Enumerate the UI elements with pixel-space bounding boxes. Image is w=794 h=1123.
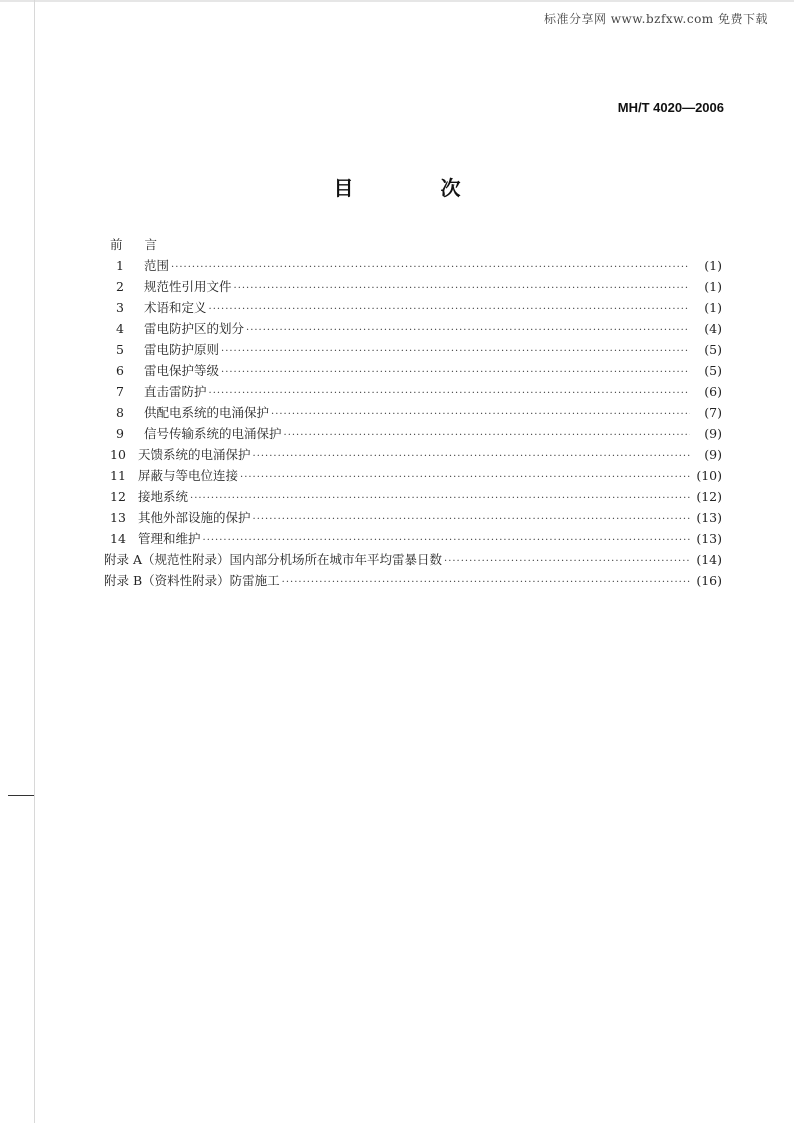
toc-item-page: (7) bbox=[704, 405, 722, 420]
toc-item-page: (12) bbox=[696, 489, 722, 504]
standard-code: MH/T 4020—2006 bbox=[617, 100, 724, 115]
table-of-contents bbox=[104, 234, 722, 591]
toc-item[interactable] bbox=[110, 444, 722, 465]
toc-item-number: 1 bbox=[116, 258, 124, 273]
toc-appendix-a[interactable] bbox=[104, 549, 722, 570]
toc-leader-dots bbox=[221, 341, 690, 362]
toc-leader-dots bbox=[253, 509, 690, 530]
toc-item[interactable] bbox=[110, 381, 722, 402]
binding-mark bbox=[8, 795, 34, 796]
toc-item-title: 范围 bbox=[144, 258, 170, 273]
toc-item-page: (9) bbox=[704, 447, 722, 462]
toc-appendix-title: 附录 A（规范性附录）国内部分机场所在城市年平均雷暴日数 bbox=[104, 552, 443, 567]
toc-item-title: 信号传输系统的电涌保护 bbox=[144, 426, 282, 441]
toc-item-number: 10 bbox=[110, 447, 126, 462]
toc-preface[interactable] bbox=[110, 234, 722, 255]
toc-leader-dots bbox=[246, 320, 690, 341]
toc-leader-dots bbox=[234, 278, 690, 299]
toc-item-number: 4 bbox=[116, 321, 124, 336]
toc-appendix-b[interactable] bbox=[104, 570, 722, 591]
toc-leader-dots bbox=[221, 362, 690, 383]
toc-appendix-page: (14) bbox=[696, 552, 722, 567]
toc-item-page: (13) bbox=[696, 510, 722, 525]
toc-item-number: 7 bbox=[116, 384, 124, 399]
toc-item[interactable] bbox=[110, 465, 722, 486]
toc-item-page: (4) bbox=[704, 321, 722, 336]
page-title: 目 次 bbox=[333, 176, 501, 200]
toc-item[interactable] bbox=[110, 276, 722, 297]
toc-leader-dots bbox=[209, 383, 690, 404]
toc-item[interactable] bbox=[110, 255, 722, 276]
toc-appendix-title: 附录 B（资料性附录）防雷施工 bbox=[104, 573, 280, 588]
watermark: 标准分享网 www.bzfxw.com 免费下载 bbox=[543, 12, 768, 26]
toc-item[interactable] bbox=[110, 318, 722, 339]
toc-item-page: (9) bbox=[704, 426, 722, 441]
toc-leader-dots bbox=[209, 299, 690, 320]
toc-item-number: 11 bbox=[110, 468, 126, 483]
toc-leader-dots bbox=[284, 425, 690, 446]
toc-item-title: 直击雷防护 bbox=[144, 384, 207, 399]
toc-item-title: 规范性引用文件 bbox=[144, 279, 232, 294]
toc-leader-dots bbox=[190, 488, 690, 509]
toc-item[interactable] bbox=[110, 486, 722, 507]
toc-item-title: 术语和定义 bbox=[144, 300, 207, 315]
toc-item[interactable] bbox=[110, 402, 722, 423]
toc-leader-dots bbox=[203, 530, 690, 551]
toc-item-title: 供配电系统的电涌保护 bbox=[144, 405, 270, 420]
toc-item-title: 屏蔽与等电位连接 bbox=[138, 468, 239, 483]
toc-item[interactable] bbox=[110, 528, 722, 549]
toc-item-number: 3 bbox=[116, 300, 124, 315]
toc-leader-dots bbox=[171, 257, 690, 278]
toc-item-number: 13 bbox=[110, 510, 126, 525]
toc-item-page: (10) bbox=[696, 468, 722, 483]
toc-item-number: 2 bbox=[116, 279, 124, 294]
toc-item-title: 接地系统 bbox=[138, 489, 189, 504]
toc-item-title: 雷电防护区的划分 bbox=[144, 321, 245, 336]
toc-item-number: 8 bbox=[116, 405, 124, 420]
page-binding-edge bbox=[34, 0, 35, 1123]
toc-item-title: 其他外部设施的保护 bbox=[138, 510, 251, 525]
toc-item-number: 9 bbox=[116, 426, 124, 441]
toc-item-title: 雷电保护等级 bbox=[144, 363, 220, 378]
toc-leader-dots bbox=[444, 551, 690, 572]
toc-item-page: (6) bbox=[704, 384, 722, 399]
toc-leader-dots bbox=[282, 572, 690, 593]
toc-item-page: (1) bbox=[704, 300, 722, 315]
toc-item-number: 12 bbox=[110, 489, 126, 504]
toc-item-title: 雷电防护原则 bbox=[144, 342, 220, 357]
toc-item-number: 14 bbox=[110, 531, 126, 546]
toc-item-title: 管理和维护 bbox=[138, 531, 201, 546]
toc-item-number: 5 bbox=[116, 342, 124, 357]
header-rule bbox=[0, 0, 794, 2]
toc-item-page: (1) bbox=[704, 279, 722, 294]
toc-preface-label: 前言 bbox=[110, 237, 180, 252]
toc-item[interactable] bbox=[110, 339, 722, 360]
toc-leader-dots bbox=[253, 446, 690, 467]
toc-item[interactable] bbox=[110, 360, 722, 381]
toc-appendix-page: (16) bbox=[696, 573, 722, 588]
toc-item[interactable] bbox=[110, 423, 722, 444]
toc-item-page: (5) bbox=[704, 342, 722, 357]
toc-item[interactable] bbox=[110, 507, 722, 528]
toc-item-page: (5) bbox=[704, 363, 722, 378]
toc-leader-dots bbox=[271, 404, 690, 425]
toc-item-number: 6 bbox=[116, 363, 124, 378]
toc-item-page: (13) bbox=[696, 531, 722, 546]
toc-item-title: 天馈系统的电涌保护 bbox=[138, 447, 251, 462]
toc-leader-dots bbox=[240, 467, 690, 488]
toc-item[interactable] bbox=[110, 297, 722, 318]
toc-item-page: (1) bbox=[704, 258, 722, 273]
